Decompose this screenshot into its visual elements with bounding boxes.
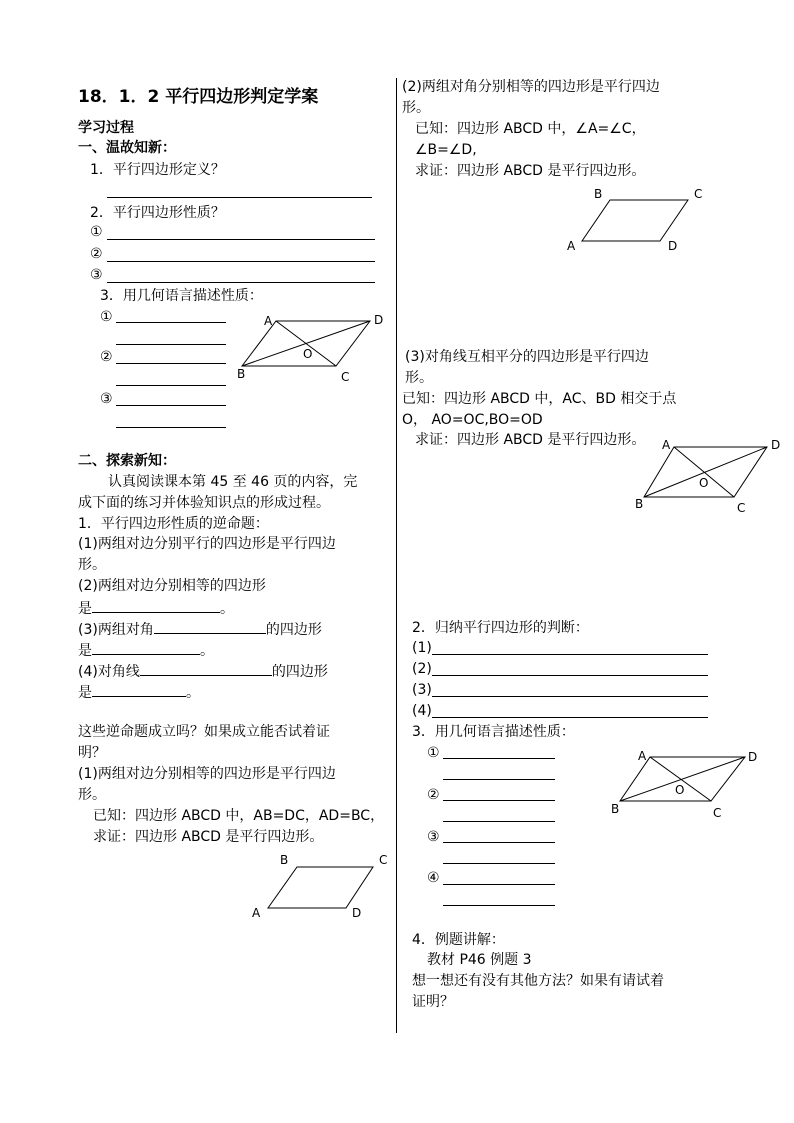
proof-1-prove: 求证：四边形 ABCD 是平行四边形。 — [93, 829, 324, 845]
answer-line[interactable] — [432, 696, 708, 697]
label-D: D — [352, 906, 362, 920]
converse-1-cont: 形。 — [78, 557, 106, 573]
example-reference: 教材 P46 例题 3 — [427, 952, 532, 968]
circle-num-2: ② — [100, 349, 113, 365]
label-C: C — [737, 501, 746, 515]
circle-num-4: ④ — [427, 870, 440, 886]
label-A: A — [264, 314, 273, 328]
answer-line[interactable] — [107, 261, 375, 262]
circle-num-3: ③ — [427, 829, 440, 845]
label-B: B — [237, 367, 246, 381]
label-A: A — [567, 239, 576, 253]
blank[interactable] — [92, 682, 186, 697]
answer-line[interactable] — [116, 322, 226, 323]
label-B: B — [594, 187, 603, 201]
label-O: O — [699, 476, 709, 490]
answer-line[interactable] — [432, 675, 708, 676]
circle-num-1: ① — [90, 224, 103, 240]
proof-1-given: 已知：四边形 ABCD 中，AB=DC，AD=BC， — [93, 808, 385, 824]
proof-2-statement: (2)两组对角分别相等的四边形是平行四边 — [402, 79, 660, 95]
label-B: B — [611, 802, 620, 816]
circle-num-1: ① — [427, 745, 440, 761]
proof-2-statement-cont: 形。 — [402, 100, 430, 116]
label-O: O — [675, 783, 685, 797]
label-C: C — [694, 187, 703, 201]
answer-line[interactable] — [116, 363, 226, 364]
label-A: A — [662, 438, 671, 452]
label-B: B — [635, 497, 644, 511]
proof-2-given: 已知：四边形 ABCD 中，∠A=∠C， — [415, 121, 646, 137]
summary-item-3: (3) — [412, 682, 432, 698]
proof-3-statement: (3)对角线互相平分的四边形是平行四边 — [405, 349, 649, 365]
label-O: O — [303, 347, 313, 361]
proof-1-statement-cont: 形。 — [78, 787, 106, 803]
answer-line[interactable] — [443, 842, 555, 843]
answer-line[interactable] — [116, 385, 226, 386]
converse-heading: 1．平行四边形性质的逆命题： — [78, 516, 269, 532]
converse-2: (2)两组对边分别相等的四边形 — [78, 578, 266, 594]
answer-line[interactable] — [116, 344, 226, 345]
summary-item-1: (1) — [412, 640, 432, 656]
answer-line[interactable] — [107, 239, 375, 240]
label-D: D — [771, 438, 781, 452]
question-geometric-language: 3．用几何语言描述性质： — [100, 288, 263, 304]
proof-2-prove: 求证：四边形 ABCD 是平行四边形。 — [415, 163, 646, 179]
circle-num-2: ② — [90, 246, 103, 262]
label-A: A — [252, 906, 261, 920]
label-D: D — [668, 239, 678, 253]
circle-num-3: ③ — [100, 391, 113, 407]
blank[interactable] — [154, 619, 266, 634]
converse-2-cont: 是 。 — [78, 598, 234, 618]
converse-1: (1)两组对边分别平行的四边形是平行四边 — [78, 536, 336, 552]
think-line-2: 证明？ — [412, 994, 454, 1010]
answer-line[interactable] — [443, 779, 555, 780]
intro-line-1: 认真阅读课本第 45 至 46 页的内容，完 — [108, 474, 358, 490]
intro-line-2: 成下面的练习并体验知识点的形成过程。 — [78, 495, 330, 511]
label-D: D — [748, 750, 758, 764]
proof-3-statement-cont: 形。 — [405, 370, 433, 386]
summary-item-4: (4) — [412, 703, 432, 719]
circle-num-2: ② — [427, 787, 440, 803]
example-heading: 4．例题讲解： — [412, 932, 505, 948]
answer-line[interactable] — [443, 758, 555, 759]
proof-3-given: 已知：四边形 ABCD 中，AC、BD 相交于点 — [402, 391, 677, 407]
proof-3-given-cont: O， AO=OC,BO=OD — [402, 412, 543, 428]
circle-num-3: ③ — [90, 267, 103, 283]
answer-line[interactable] — [443, 800, 555, 801]
question-definition: 1．平行四边形定义？ — [90, 162, 225, 178]
label-D: D — [374, 313, 384, 327]
answer-line[interactable] — [443, 863, 555, 864]
blank[interactable] — [92, 640, 200, 655]
question-geometric-language-2: 3．用几何语言描述性质： — [412, 724, 575, 740]
question-line-2: 明？ — [78, 745, 106, 761]
question-line-1: 这些逆命题成立吗？如果成立能否试着证 — [78, 724, 330, 740]
answer-line[interactable] — [116, 427, 226, 428]
section-process-heading: 学习过程 — [78, 120, 134, 136]
proof-2-given-cont: ∠B=∠D, — [415, 142, 477, 158]
answer-line[interactable] — [443, 884, 555, 885]
label-C: C — [341, 370, 350, 384]
answer-line[interactable] — [443, 821, 555, 822]
proof-1-statement: (1)两组对边分别相等的四边形是平行四边 — [78, 766, 336, 782]
answer-line[interactable] — [107, 197, 372, 198]
question-properties: 2．平行四边形性质？ — [90, 205, 225, 221]
summary-item-2: (2) — [412, 661, 432, 677]
converse-4-cont: 是 。 — [78, 682, 200, 702]
answer-line[interactable] — [432, 717, 708, 718]
section-explore-heading: 二、探索新知： — [78, 453, 176, 469]
section-review-heading: 一、温故知新： — [78, 140, 176, 156]
label-B: B — [280, 853, 289, 867]
answer-line[interactable] — [116, 405, 226, 406]
proof-3-prove: 求证：四边形 ABCD 是平行四边形。 — [415, 432, 646, 448]
summary-heading: 2．归纳平行四边形的判断： — [412, 620, 589, 636]
circle-num-1: ① — [100, 309, 113, 325]
column-divider — [396, 78, 397, 1033]
converse-4: (4)对角线 的四边形 — [78, 661, 328, 681]
label-C: C — [379, 853, 388, 867]
answer-line[interactable] — [107, 282, 375, 283]
converse-3-cont: 是 。 — [78, 640, 214, 660]
converse-3: (3)两组对角 的四边形 — [78, 619, 322, 639]
think-line-1: 想一想还有没有其他方法？如果有请试着 — [412, 973, 664, 989]
answer-line[interactable] — [432, 654, 708, 655]
answer-line[interactable] — [443, 905, 555, 906]
label-C: C — [713, 806, 722, 820]
blank[interactable] — [92, 598, 220, 613]
blank[interactable] — [140, 661, 272, 676]
label-A: A — [638, 749, 647, 763]
page-title: 18．1．2 平行四边形判定学案 — [78, 87, 319, 107]
